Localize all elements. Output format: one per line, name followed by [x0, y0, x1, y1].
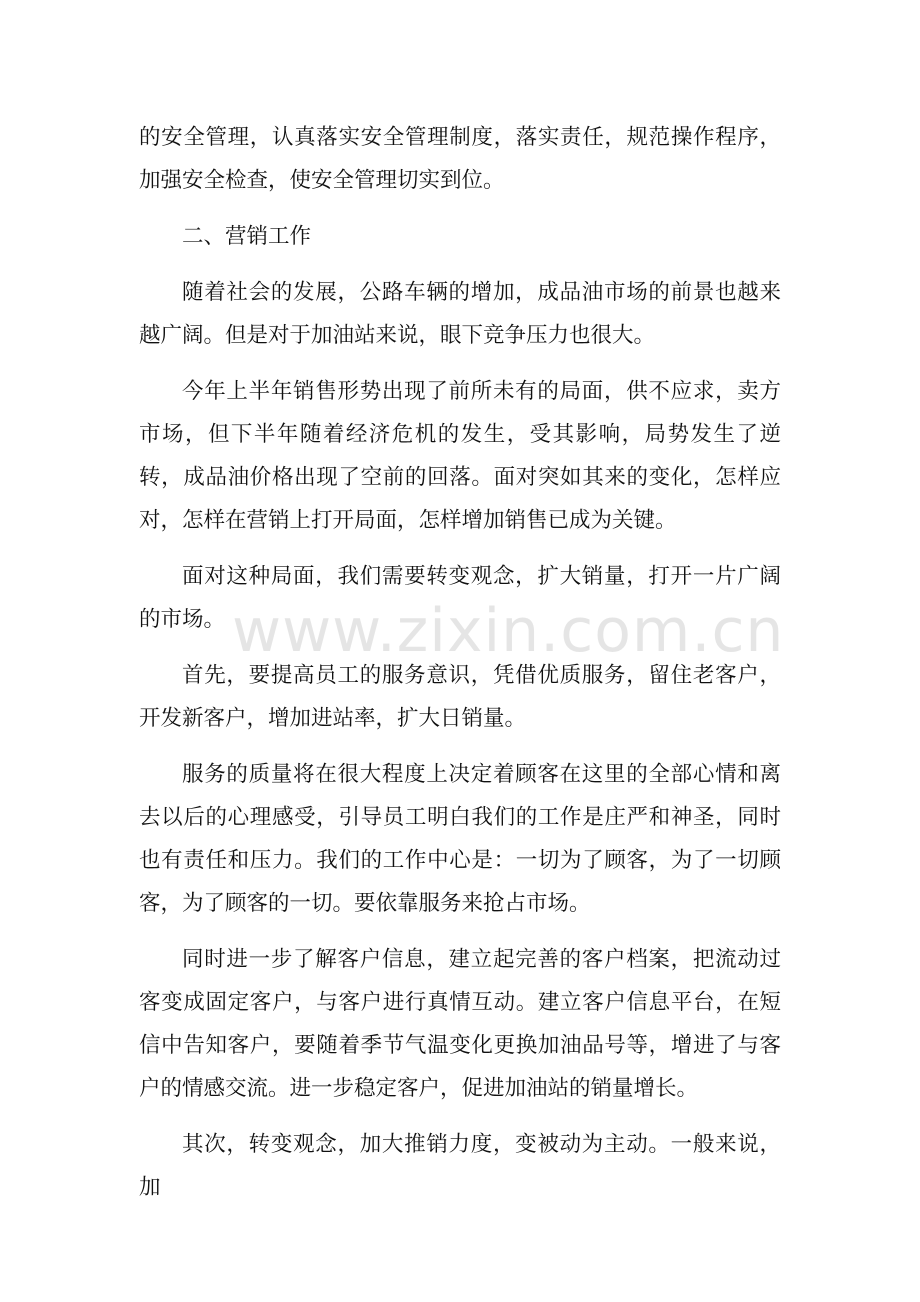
body-paragraph: 首先，要提高员工的服务意识，凭借优质服务，留住老客户，开发新客户，增加进站率，扩大日销量。: [139, 663, 781, 731]
body-paragraph: 同时进一步了解客户信息，建立起完善的客户档案，把流动过客变成固定客户，与客户进行真情互动。建立客户信息平台，在短信中告知客户，要随着季节气温变化更换加油品号等，增进了与客户的情感交流。进一步稳定客户，促进加油站的销量增长。: [139, 947, 781, 1101]
body-paragraph: 今年上半年销售形势出现了前所未有的局面，供不应求，卖方市场，但下半年随着经济危机的发生，受其影响，局势发生了逆转，成品油价格出现了空前的回落。面对突如其来的变化，怎样应对，怎样在营销上打开局面，怎样增加销售已成为关键。: [139, 379, 781, 533]
watermark: www.zixin.com.cn: [232, 596, 785, 666]
body-paragraph: 面对这种局面，我们需要转变观念，扩大销量，打开一片广阔的市场。: [139, 564, 781, 632]
body-paragraph: 的安全管理，认真落实安全管理制度，落实责任，规范操作程序，加强安全检查，使安全管理切实到位。: [139, 125, 781, 193]
body-paragraph: 随着社会的发展，公路车辆的增加，成品油市场的前景也越来越广阔。但是对于加油站来说，眼下竞争压力也很大。: [139, 280, 781, 348]
body-paragraph: 服务的质量将在很大程度上决定着顾客在这里的全部心情和离去以后的心理感受，引导员工明白我们的工作是庄严和神圣，同时也有责任和压力。我们的工作中心是：一切为了顾客，为了一切顾客，为了顾客的一切。要依靠服务来抢占市场。: [139, 762, 781, 916]
document-body: [139, 116, 785, 1222]
section-heading: 二、营销工作: [182, 224, 312, 249]
body-paragraph: 其次，转变观念，加大推销力度，变被动为主动。一般来说，加: [139, 1132, 781, 1200]
